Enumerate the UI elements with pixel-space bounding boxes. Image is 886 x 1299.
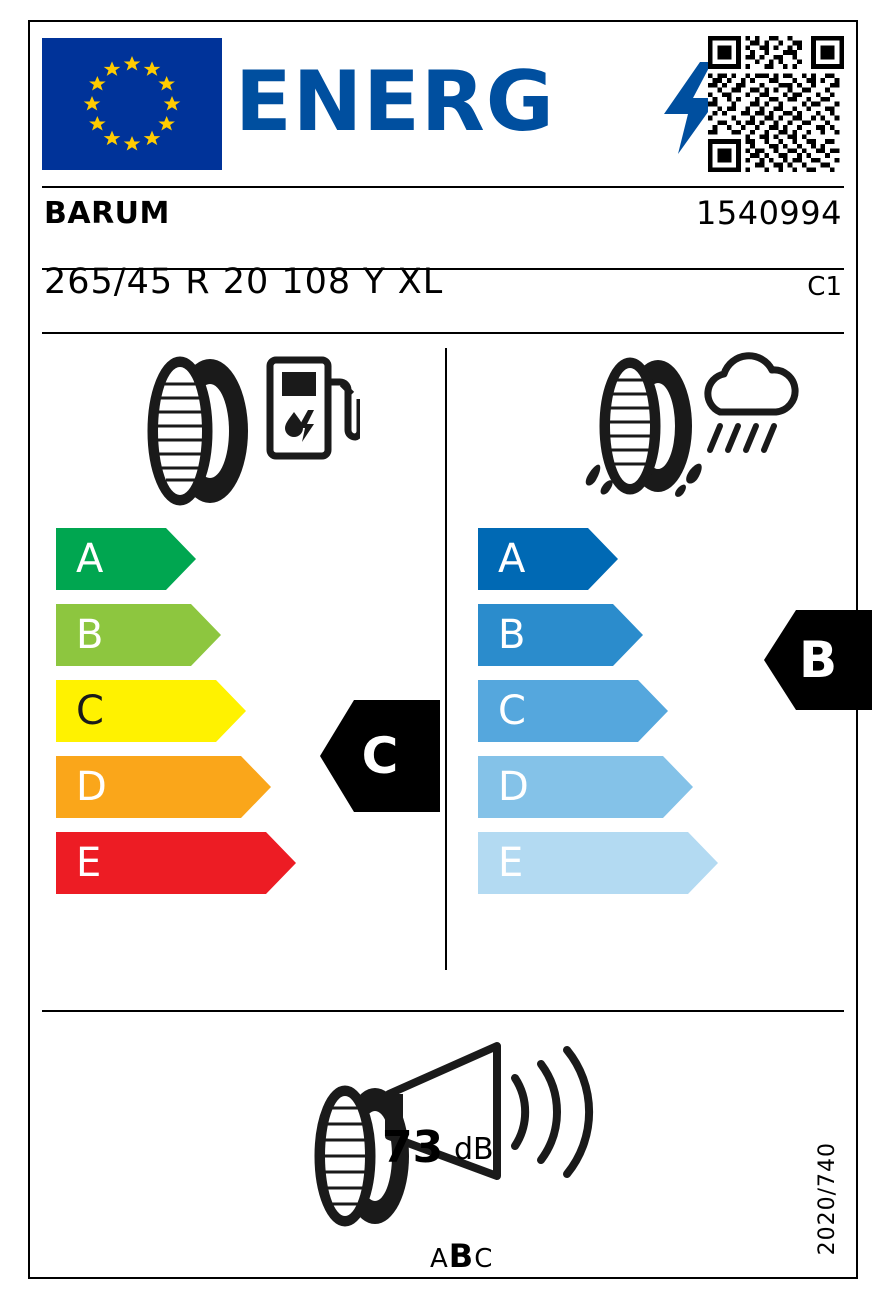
grade-letter: D xyxy=(498,764,529,810)
result-letter: C xyxy=(361,727,399,785)
wet-grip-scale xyxy=(478,528,718,908)
size-row xyxy=(30,260,856,322)
grade-letter: A xyxy=(76,536,104,582)
panel-vertical-divider xyxy=(445,348,447,970)
tyre-icon xyxy=(142,354,262,513)
grade-letter: B xyxy=(76,612,104,658)
noise-unit: dB xyxy=(454,1132,494,1167)
eu-flag-icon xyxy=(42,38,222,170)
grade-letter: D xyxy=(76,764,107,810)
product-code: 1540994 xyxy=(695,194,842,232)
tyre-class: C1 xyxy=(807,272,842,302)
noise-class-scale xyxy=(430,1237,493,1275)
noise-class-c: C xyxy=(474,1244,494,1274)
noise-value: 73 xyxy=(382,1122,444,1173)
brand-name: BARUM xyxy=(44,196,170,231)
noise-class-b: B xyxy=(448,1237,475,1275)
rain-cloud-icon xyxy=(694,350,800,474)
tyre-energy-label xyxy=(28,20,858,1279)
grade-letter: E xyxy=(498,840,524,886)
fuel-pump-icon xyxy=(264,354,360,468)
noise-panel xyxy=(42,1010,848,1260)
grade-row xyxy=(478,756,718,818)
grade-row xyxy=(478,832,718,894)
ratings-panel xyxy=(42,328,848,990)
wet-grip-result xyxy=(764,610,872,710)
grade-letter: C xyxy=(76,688,104,734)
grade-row xyxy=(56,604,296,666)
grade-row xyxy=(478,528,718,590)
brand-row xyxy=(30,190,856,250)
noise-class-a: A xyxy=(430,1244,449,1274)
fuel-efficiency-result xyxy=(320,700,440,812)
fuel-efficiency-scale xyxy=(56,528,296,908)
result-letter: B xyxy=(798,631,838,689)
grade-row xyxy=(56,680,296,742)
grade-letter: B xyxy=(498,612,526,658)
regulation-reference: 2020/740 xyxy=(815,1141,840,1255)
grade-letter: C xyxy=(498,688,526,734)
qr-code-icon xyxy=(708,36,844,172)
grade-letter: E xyxy=(76,840,102,886)
grade-row xyxy=(56,528,296,590)
grade-row xyxy=(56,756,296,818)
grade-row xyxy=(478,680,718,742)
page-title: ENERG xyxy=(235,53,555,150)
grade-row xyxy=(478,604,718,666)
grade-letter: A xyxy=(498,536,526,582)
label-header xyxy=(30,22,856,182)
tyre-size: 265/45 R 20 108 Y XL xyxy=(44,262,444,302)
grade-row xyxy=(56,832,296,894)
divider-header xyxy=(42,186,844,188)
